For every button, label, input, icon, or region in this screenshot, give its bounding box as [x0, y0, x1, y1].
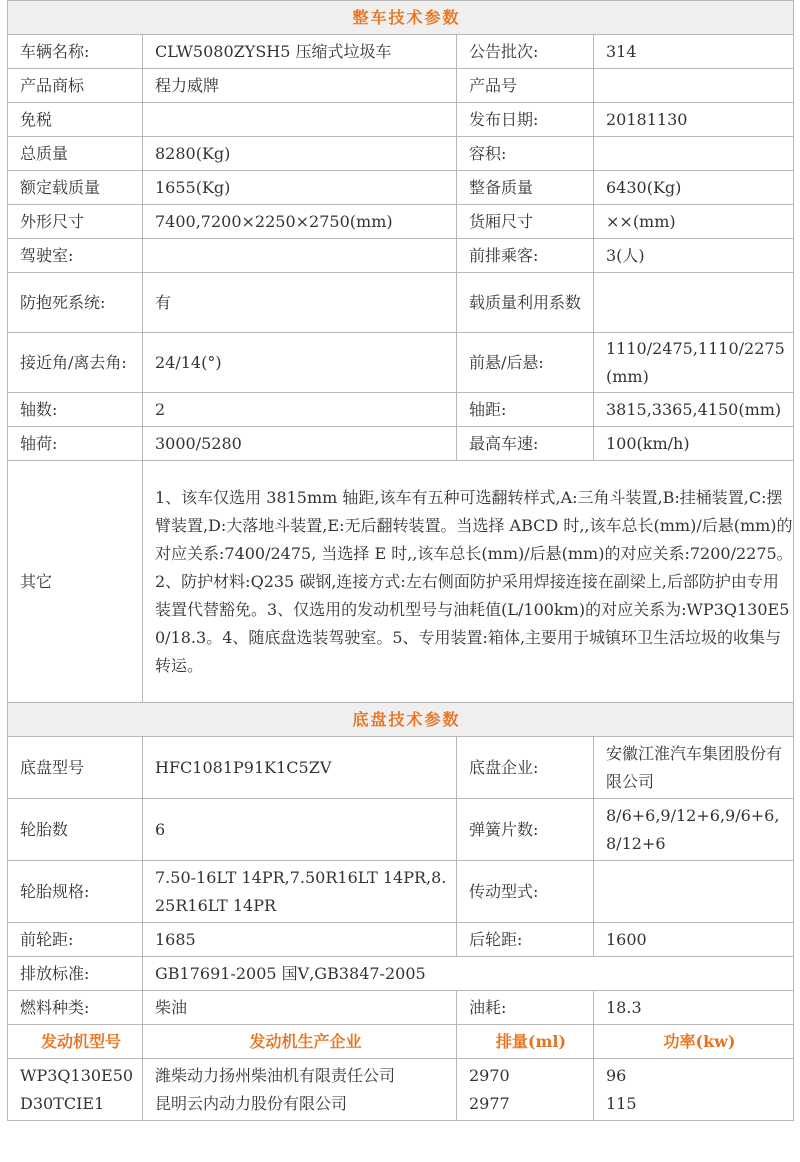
engine-maker-cell: [143, 1059, 457, 1121]
tire-count-value: 6: [143, 799, 457, 861]
spec-table: [7, 0, 794, 1121]
spec-sheet: [7, 0, 793, 1121]
engine-rows: [8, 1059, 794, 1121]
table-row: [8, 461, 794, 703]
front-passengers-label: 前排乘客:: [457, 239, 594, 273]
emission-value: GB17691-2005 国Ⅴ,GB3847-2005: [143, 957, 794, 991]
cargo-size-value: ××(mm): [594, 205, 794, 239]
table-row-value: 昆明云内动力股份有限公司: [155, 1093, 348, 1113]
table-row-value: 2977: [469, 1093, 510, 1113]
emission-label: 排放标准:: [8, 957, 143, 991]
table-row: [8, 35, 794, 69]
fuel-consumption-label: 油耗:: [457, 991, 594, 1025]
volume-value: [594, 137, 794, 171]
table-row-value: 115: [606, 1093, 637, 1113]
wheelbase-value: 3815,3365,4150(mm): [594, 393, 794, 427]
cab-value: [143, 239, 457, 273]
axle-load-value: 3000/5280: [143, 427, 457, 461]
rear-track-value: 1600: [594, 923, 794, 957]
other-label: 其它: [8, 461, 143, 703]
max-speed-value: 100(km/h): [594, 427, 794, 461]
tax-exempt-value: [143, 103, 457, 137]
table-row: [8, 957, 794, 991]
table-row: [8, 171, 794, 205]
chassis-section-header: [8, 703, 794, 737]
vehicle-name-value: CLW5080ZYSH5 压缩式垃圾车: [143, 35, 457, 69]
product-no-value: [594, 69, 794, 103]
table-row: [8, 799, 794, 861]
dimensions-value: 7400,7200×2250×2750(mm): [143, 205, 457, 239]
volume-label: 容积:: [457, 137, 594, 171]
axles-label: 轴数:: [8, 393, 143, 427]
chassis-maker-label: 底盘企业:: [457, 737, 594, 799]
front-track-label: 前轮距:: [8, 923, 143, 957]
spring-leaves-value: 8/6+6,9/12+6,9/6+6,8/12+6: [594, 799, 794, 861]
product-no-label: 产品号: [457, 69, 594, 103]
batch-value: 314: [594, 35, 794, 69]
cab-label: 驾驶室:: [8, 239, 143, 273]
spring-leaves-label: 弹簧片数:: [457, 799, 594, 861]
engine-model-header: 发动机型号: [8, 1025, 143, 1059]
displacement-cell: [457, 1059, 594, 1121]
overhang-value: 1110/2475,1110/2275(mm): [594, 333, 794, 393]
drive-type-label: 传动型式:: [457, 861, 594, 923]
approach-angle-label: 接近角/离去角:: [8, 333, 143, 393]
chassis-maker-value: 安徽江淮汽车集团股份有限公司: [594, 737, 794, 799]
front-passengers-value: 3(人): [594, 239, 794, 273]
table-row: [8, 923, 794, 957]
table-row-value: 潍柴动力扬州柴油机有限责任公司: [155, 1065, 396, 1085]
release-date-label: 发布日期:: [457, 103, 594, 137]
table-row: [8, 205, 794, 239]
wheelbase-label: 轴距:: [457, 393, 594, 427]
rear-track-label: 后轮距:: [457, 923, 594, 957]
table-row-value: WP3Q130E50: [20, 1065, 134, 1085]
gross-mass-label: 总质量: [8, 137, 143, 171]
drive-type-value: [594, 861, 794, 923]
vehicle-section-header: [8, 1, 794, 35]
table-row: [8, 333, 794, 393]
tire-spec-label: 轮胎规格:: [8, 861, 143, 923]
chassis-model-value: HFC1081P91K1C5ZV: [143, 737, 457, 799]
engine-model-cell: [8, 1059, 143, 1121]
dimensions-label: 外形尺寸: [8, 205, 143, 239]
table-row: [8, 861, 794, 923]
table-row: [8, 737, 794, 799]
fuel-type-value: 柴油: [143, 991, 457, 1025]
table-row: [8, 137, 794, 171]
overhang-label: 前悬/后悬:: [457, 333, 594, 393]
vehicle-name-label: 车辆名称:: [8, 35, 143, 69]
table-row: [8, 991, 794, 1025]
displacement-header: 排量(ml): [457, 1025, 594, 1059]
axle-load-label: 轴荷:: [8, 427, 143, 461]
batch-label: 公告批次:: [457, 35, 594, 69]
approach-angle-value: 24/14(°): [143, 333, 457, 393]
load-utilization-label: 载质量利用系数: [457, 273, 594, 333]
fuel-consumption-value: 18.3: [594, 991, 794, 1025]
table-row: [8, 239, 794, 273]
rated-load-value: 1655(Kg): [143, 171, 457, 205]
brand-value: 程力威牌: [143, 69, 457, 103]
curb-mass-label: 整备质量: [457, 171, 594, 205]
table-row-value: 2970: [469, 1065, 510, 1085]
table-row: [8, 69, 794, 103]
table-row: [8, 273, 794, 333]
tire-count-label: 轮胎数: [8, 799, 143, 861]
abs-label: 防抱死系统:: [8, 273, 143, 333]
table-row: [8, 103, 794, 137]
cargo-size-label: 货厢尺寸: [457, 205, 594, 239]
front-track-value: 1685: [143, 923, 457, 957]
table-row: [8, 393, 794, 427]
release-date-value: 20181130: [594, 103, 794, 137]
vehicle-section-title: 整车技术参数: [8, 1, 794, 35]
table-row-value: D30TCIE1: [20, 1093, 105, 1113]
table-row-value: 96: [606, 1065, 627, 1085]
fuel-type-label: 燃料种类:: [8, 991, 143, 1025]
table-row: [8, 427, 794, 461]
max-speed-label: 最高车速:: [457, 427, 594, 461]
axles-value: 2: [143, 393, 457, 427]
tire-spec-value: 7.50-16LT 14PR,7.50R16LT 14PR,8.25R16LT 14PR: [143, 861, 457, 923]
tax-exempt-label: 免税: [8, 103, 143, 137]
engine-maker-header: 发动机生产企业: [143, 1025, 457, 1059]
chassis-section-title: 底盘技术参数: [8, 703, 794, 737]
abs-value: 有: [143, 273, 457, 333]
gross-mass-value: 8280(Kg): [143, 137, 457, 171]
brand-label: 产品商标: [8, 69, 143, 103]
rated-load-label: 额定载质量: [8, 171, 143, 205]
power-cell: [594, 1059, 794, 1121]
curb-mass-value: 6430(Kg): [594, 171, 794, 205]
load-utilization-value: [594, 273, 794, 333]
engine-header-row: [8, 1025, 794, 1059]
power-header: 功率(kw): [594, 1025, 794, 1059]
other-notes: 1、该车仅选用 3815mm 轴距,该车有五种可选翻转样式,A:三角斗装置,B:挂桶装置,C:摆臂装置,D:大落地斗装置,E:无后翻转装置。当选择 ABCD 时,,该车总长(mm)/后悬(mm)的对应关系:7400/2475, 当选择 E 时,,该车总长(mm)/后悬(mm)的对应关系:7200/2275。2、防护材料:Q235 碳钢,连接方式:左右侧面防护采用焊接连接在副梁上,后部防护由专用装置代替豁免。3、仅选用的发动机型号与油耗值(L/100km)的对应关系为:WP3Q130E50/18.3。4、随底盘选装驾驶室。5、专用装置:箱体,主要用于城镇环卫生活垃圾的收集与转运。: [143, 461, 794, 703]
chassis-model-label: 底盘型号: [8, 737, 143, 799]
